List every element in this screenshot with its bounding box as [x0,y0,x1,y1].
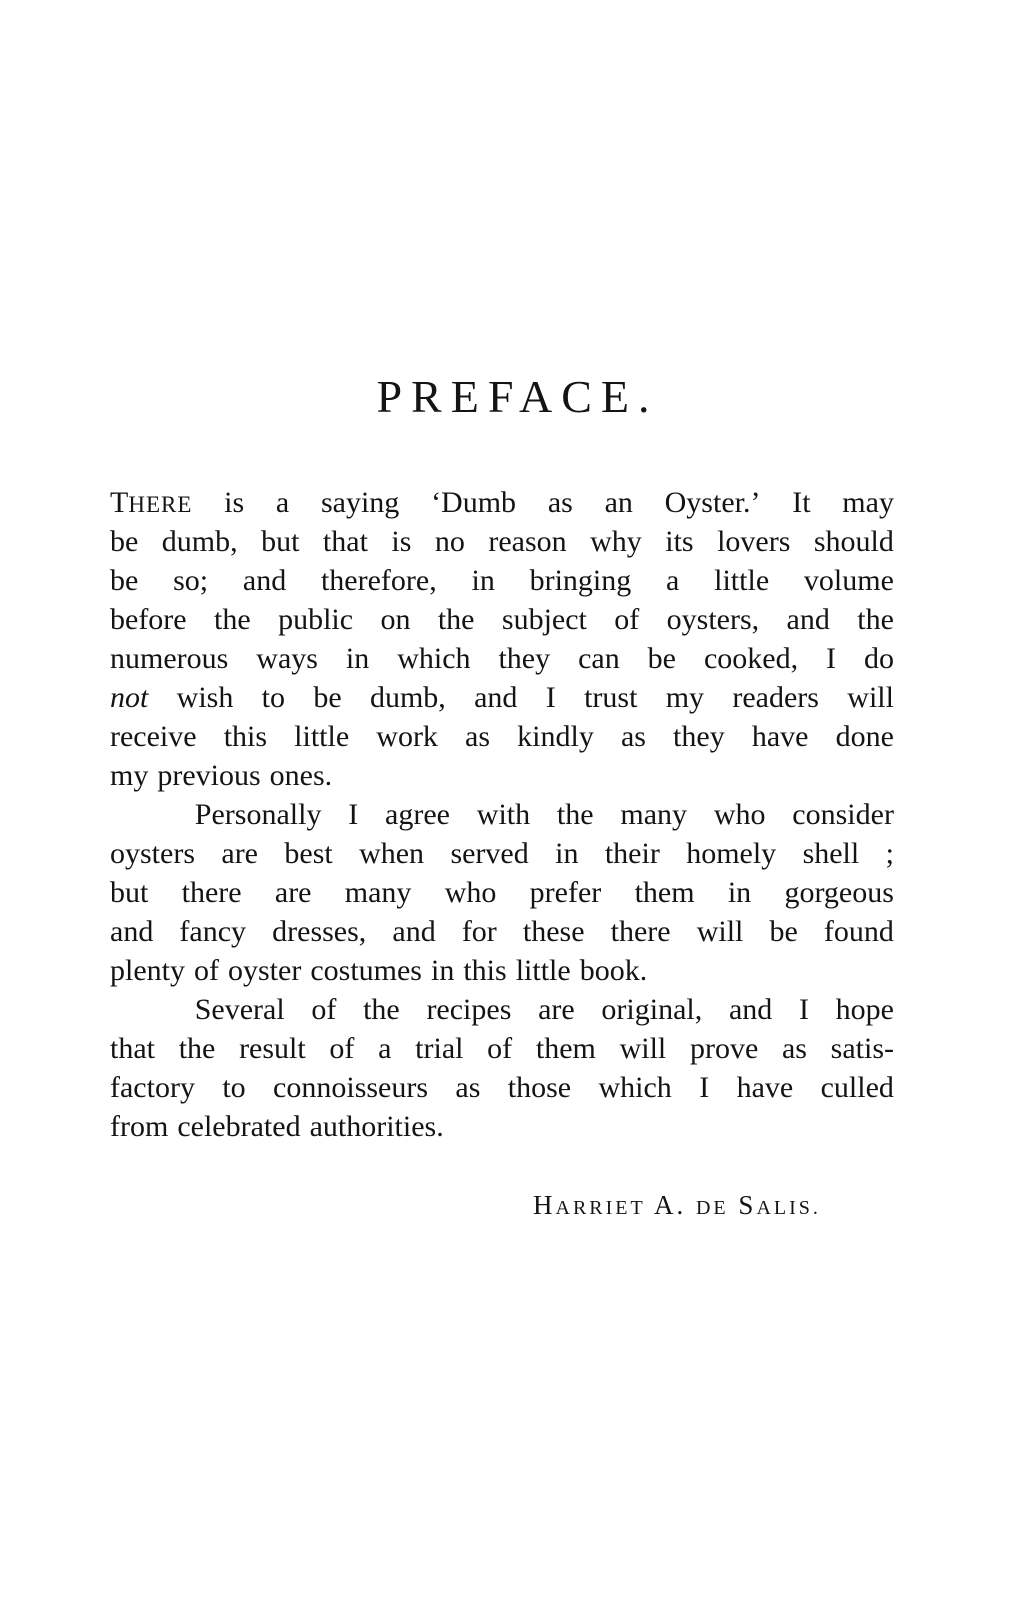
text-line [110,1029,894,1068]
word: receive [110,720,197,753]
word: the [857,603,894,636]
word: their [604,837,660,870]
text-line [110,561,894,600]
word: from [110,1110,169,1143]
word: lovers [717,525,791,558]
text-line [110,1068,894,1107]
word: and [728,993,773,1026]
word: be [110,525,139,558]
word: consider [792,798,894,831]
word: original, [601,993,703,1026]
word: the [437,603,475,636]
word: best [284,837,333,870]
word: that [110,1032,155,1065]
word: can [578,642,620,675]
word: a [275,486,290,519]
word: an [604,486,633,519]
word: trial [415,1032,464,1065]
word: are [538,993,575,1026]
word: readers [732,681,819,714]
word: is [391,525,412,558]
word: prefer [529,876,602,909]
word: factory [110,1071,195,1104]
word: this [463,954,507,987]
word: there [181,876,242,909]
word: in [345,642,370,675]
word: are [221,837,258,870]
word: the [178,1032,216,1065]
word: recipes [426,993,512,1026]
word: in [430,954,455,987]
text-line [110,834,894,873]
word: I [348,798,359,831]
word: will [619,1032,667,1065]
word: of [329,1032,355,1065]
paragraph-indent [110,795,168,834]
text-line [110,639,894,678]
word: THERE [110,486,193,519]
word: dumb, [161,525,238,558]
word: Oyster.’ [664,486,761,519]
word: do [864,642,894,675]
word: of [311,993,337,1026]
text-line [110,873,894,912]
word: as [620,720,646,753]
signature-first-initial: H [533,1190,556,1220]
word: oysters, [666,603,760,636]
word: gorgeous [784,876,894,909]
word: these [522,915,585,948]
word: fancy [179,915,247,948]
word: in [555,837,579,870]
text-line [110,678,894,717]
paragraph [110,795,894,990]
word: subject [501,603,587,636]
word: book. [579,954,648,987]
word: who [444,876,497,909]
word: the [363,993,400,1026]
word: of [487,1032,513,1065]
word: will [847,681,894,714]
text-line [110,717,894,756]
word: them [535,1032,596,1065]
word: so; [173,564,209,597]
word: shell [802,837,860,870]
signature-last-rest: ALIS. [756,1197,821,1219]
word: oysters [110,837,195,870]
text-line [110,951,894,990]
word: my [110,759,149,792]
text-line [110,600,894,639]
word: and [474,681,518,714]
word: there [610,915,671,948]
word: as [781,1032,807,1065]
word: those [507,1071,572,1104]
text-line [110,483,894,522]
word: little [714,564,770,597]
word: when [359,837,425,870]
word: is [224,486,245,519]
word: connoisseurs [273,1071,429,1104]
word: work [376,720,438,753]
word: I [798,993,809,1026]
word: and [786,603,830,636]
paragraph-indent [110,990,168,1029]
word: of [194,954,219,987]
word: homely [686,837,777,870]
word: may [842,486,894,519]
word: of [614,603,640,636]
word: numerous [110,642,229,675]
word: little [515,954,571,987]
word: have [736,1071,794,1104]
word: ; [885,837,894,870]
word: a [378,1032,392,1065]
word: hope [835,993,894,1026]
word: be [769,915,798,948]
word: in [727,876,752,909]
word: the [556,798,594,831]
word: dumb, [369,681,446,714]
signature-last-initial: S [738,1190,757,1220]
word: and [110,915,154,948]
preface-body [110,483,894,1146]
word: they [498,642,551,675]
author-signature [533,1188,873,1225]
word: kindly [517,720,594,753]
word: my [665,681,705,714]
word: as [455,1071,481,1104]
word: no [434,525,465,558]
word: but [110,876,149,909]
word: on [380,603,411,636]
word: saying [320,486,400,519]
word: this [223,720,268,753]
paragraph [110,483,894,795]
word: I [699,1071,710,1104]
word: authorities. [309,1110,444,1143]
text-line [110,756,894,795]
word: celebrated [177,1110,301,1143]
text-line [110,522,894,561]
word: little [294,720,350,753]
word: its [665,525,694,558]
signature-particle: DE [695,1197,729,1219]
word: to [222,1071,246,1104]
word: result [239,1032,306,1065]
word: them [634,876,695,909]
word: trust [584,681,638,714]
word: many [344,876,412,909]
word: that [322,525,368,558]
word: many [620,798,688,831]
word: previous [157,759,261,792]
word: and [242,564,287,597]
word: costumes [310,954,422,987]
word: reason [488,525,567,558]
word: why [590,525,642,558]
word: and [392,915,436,948]
word: prove [689,1032,759,1065]
word: who [713,798,766,831]
word: as [465,720,491,753]
signature-first-rest: ARRIET [555,1197,646,1219]
word: volume [803,564,894,597]
word: but [261,525,300,558]
word: found [823,915,894,948]
word: should [813,525,894,558]
word: Personally [194,798,322,831]
word: a [666,564,680,597]
word: with [476,798,531,831]
word: Several [194,993,285,1026]
word: the [214,603,251,636]
word: before [110,603,187,636]
word: satis- [830,1032,894,1065]
signature-middle: A. [653,1190,687,1220]
word: they [673,720,725,753]
word: oyster [228,954,302,987]
text-line [110,795,894,834]
text-line [110,912,894,951]
word: agree [385,798,450,831]
word: cooked, [703,642,799,675]
word: It [792,486,811,519]
word: wish [176,681,234,714]
word: be [110,564,139,597]
word: which [397,642,471,675]
page-title: PREFACE. [376,371,659,422]
word: not [110,681,149,714]
paragraph [110,990,894,1146]
word: are [274,876,312,909]
word: be [313,681,342,714]
word: culled [820,1071,894,1104]
word: which [598,1071,672,1104]
word: ways [256,642,318,675]
word: I [545,681,556,714]
word: served [450,837,529,870]
word: bringing [529,564,632,597]
word: in [471,564,495,597]
word: ‘Dumb [431,486,517,519]
word: ones. [269,759,333,792]
word: be [647,642,676,675]
text-line [110,990,894,1029]
word: done [835,720,894,753]
word: as [547,486,573,519]
word: therefore, [320,564,437,597]
word: I [826,642,837,675]
word: plenty [110,954,185,987]
word: dresses, [272,915,367,948]
word: to [261,681,285,714]
word: have [751,720,809,753]
text-line [110,1107,894,1146]
word: public [278,603,354,636]
word: for [461,915,497,948]
word: will [696,915,744,948]
